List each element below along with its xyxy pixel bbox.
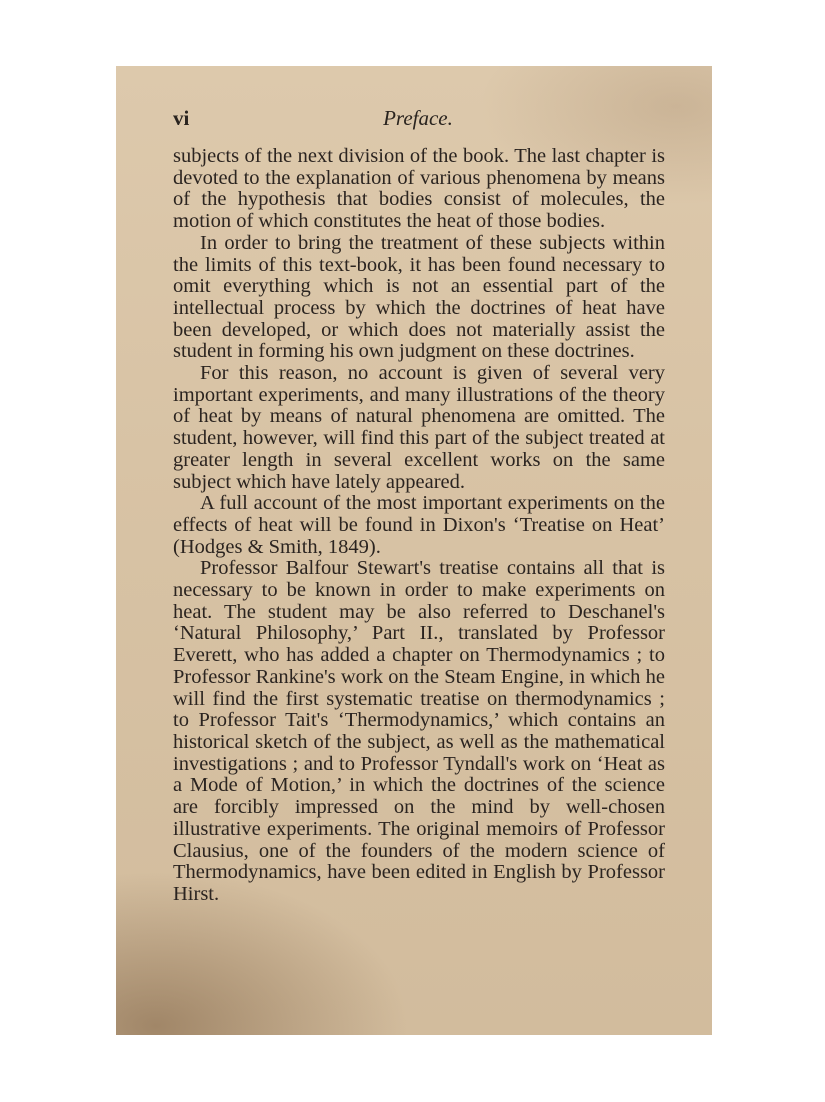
paragraph: A full account of the most important experiments on the effects of heat will be found in Dixon's ‘Treatise on Heat’ (Hodges & Smith, 1849). — [173, 492, 665, 558]
paragraph: In order to bring the treatment of these subjects within the limits of this text-book, it has been found necessary to omit everything which is not an essential part of the intellectual process by which the doctrines of heat have been developed, or which does not materially assist the student in forming his own judgment on these doctrines. — [173, 231, 665, 363]
page-header — [173, 106, 663, 136]
paragraph: Professor Balfour Stewart's treatise contains all that is necessary to be known in order to make experiments on heat. The student may be also referred to Deschanel's ‘Natural Philosophy,’ Part II., translated by Professor Everett, who has added a chapter on Thermodynamics ; to Professor Rankine's work on the Steam Engine, in which he will find the first systematic treatise on thermodynamics ; to Professor Tait's ‘Thermodynamics,’ which contains an historical sketch of the subject, as well as the mathematical investigations ; and to Professor Tyndall's work on ‘Heat as a Mode of Motion,’ in which the doctrines of the science are forcibly impressed on the mind by well-chosen illustrative experiments. The original memoirs of Professor Clausius, one of the founders of the modern science of Thermodynamics, have been edited in English by Professor Hirst. — [173, 557, 665, 905]
page-number: vi — [173, 106, 190, 130]
body-text — [173, 146, 665, 906]
book-page — [116, 66, 712, 1035]
paragraph: For this reason, no account is given of several very important experiments, and many illustrations of the theory of heat by means of natural phenomena are omitted. The student, however, will find this part of the subject treated at greater length in several excellent works on the same subject which have lately appeared. — [173, 362, 665, 493]
paragraph-continuation: subjects of the next division of the book. The last chapter is devoted to the explanation of various phenomena by means of the hypothesis that bodies consist of molecules, the motion of which constitutes the heat of those bodies. — [173, 145, 665, 233]
running-title: Preface. — [383, 106, 453, 130]
